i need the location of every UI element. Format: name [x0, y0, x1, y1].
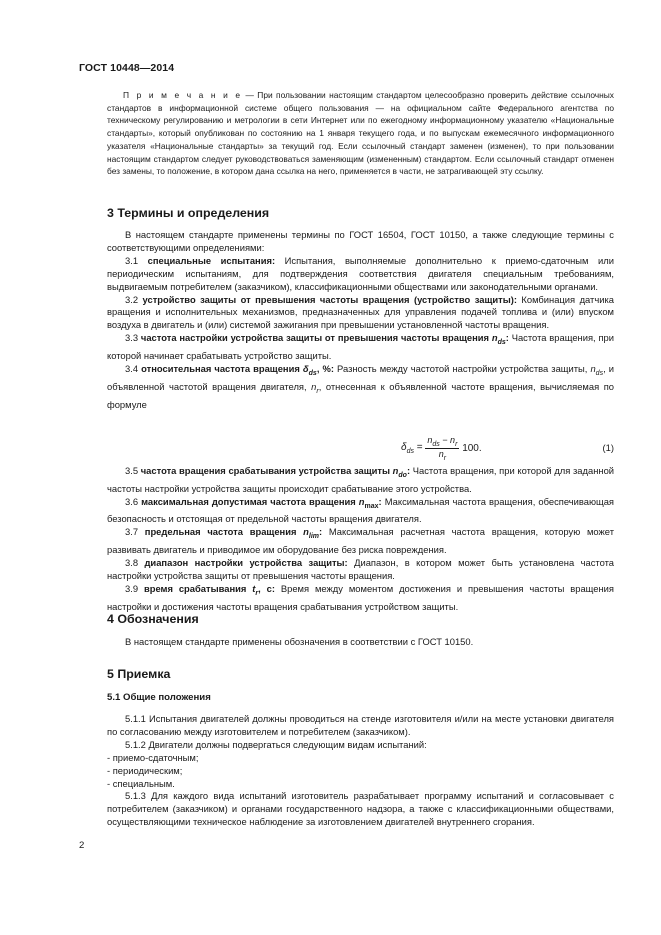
formula-numerator-sub: ds	[432, 440, 440, 448]
section-3-heading: 3 Термины и определения	[107, 206, 270, 220]
term-name: специальные испытания:	[147, 254, 276, 266]
note-label: П р и м е ч а н и е	[123, 90, 243, 100]
inline-symbol-sub: ds	[595, 369, 604, 377]
list-item: - приемо-сдаточным;	[107, 751, 199, 763]
term-number: 3.4	[125, 362, 139, 374]
term-symbol-sub: ds	[308, 369, 317, 377]
term-symbol-sub: max	[364, 502, 379, 510]
term-3-3	[107, 332, 614, 363]
clause-5-1-2: 5.1.2 Двигатели должны подвергаться следующим видам испытаний:	[125, 738, 427, 750]
term-symbol-sub: r	[255, 589, 259, 597]
term-name: диапазон настройки устройства защиты:	[144, 557, 348, 569]
term-3-7	[107, 526, 614, 557]
formula-lhs: δ	[401, 441, 407, 453]
term-definition: Время между моментом достижения и превышения частоты вращения настройки и достижения частоты вращения срабатывания устройством защиты.	[107, 582, 614, 612]
section-3-body	[107, 229, 614, 411]
formula-numerator-sub2: r	[455, 440, 458, 448]
formula-minus: − n	[439, 435, 456, 445]
term-symbol: n	[491, 332, 498, 344]
term-unit: , с:	[258, 582, 275, 594]
formula-1	[107, 435, 614, 465]
section-5-body	[107, 713, 614, 829]
document-header: ГОСТ 10448—2014	[79, 62, 175, 74]
section-3	[107, 206, 614, 220]
list-item: - специальным.	[107, 777, 175, 789]
section-5	[107, 667, 614, 681]
formula-fraction	[425, 435, 459, 462]
term-definition: Максимальная расчетная частота вращения, которую может развивать двигатель и приводимое им оборудование без риска повреждения.	[107, 526, 614, 556]
term-name: предельная частота вращения	[144, 526, 304, 538]
term-3-8	[107, 557, 614, 583]
inline-symbol: n	[311, 380, 317, 392]
term-symbol: n	[392, 465, 399, 476]
section-4-text: В настоящем стандарте применены обозначения в соответствии с ГОСТ 10150.	[125, 636, 474, 647]
term-number: 3.9	[125, 582, 139, 594]
formula-number: (1)	[602, 442, 614, 453]
section-3-intro: В настоящем стандарте применены термины по ГОСТ 16504, ГОСТ 10150, а также следующие термины с соответствующими определениями:	[107, 229, 614, 253]
term-name: максимальная допустимая частота вращения	[141, 495, 359, 507]
term-definition: Частота вращения, при которой начинает срабатывать устройство защиты.	[107, 332, 615, 362]
clause-5-1-1: 5.1.1 Испытания двигателей должны проводиться на стенде изготовителя и/или на месте установки двигателя по согласованию между изготовителем и потребителем (заказчиком).	[107, 713, 614, 737]
formula-numerator: n	[427, 435, 433, 445]
term-number: 3.3	[125, 332, 139, 344]
term-definition: , и объявленной частотой вращения двигателя,	[107, 362, 614, 392]
term-definition: Испытания, выполняемые дополнительно к приемо-сдаточным или периодическим испытаниям, для подтверждения соответствия двигателя специальным требованиям, выдвигаемым потребителем (заказчиком), классификационными обществами или законодательными органами.	[107, 254, 614, 292]
term-colon: :	[505, 332, 509, 344]
section-4-body	[107, 636, 614, 649]
formula-expression	[401, 435, 482, 462]
term-3-9	[107, 583, 614, 614]
term-number: 3.6	[125, 495, 139, 507]
formula-equals: =	[413, 441, 423, 453]
term-definition: Разность между частотой настройки устройства защиты,	[333, 362, 591, 374]
inline-symbol: n	[590, 362, 596, 374]
term-symbol-sub: do	[398, 471, 407, 479]
term-3-1	[107, 255, 614, 294]
term-symbol: t	[252, 582, 256, 594]
section-4-heading: 4 Обозначения	[107, 612, 199, 626]
term-3-4	[107, 363, 614, 411]
term-colon: :	[319, 526, 323, 538]
term-definition: Комбинация датчика вращения и исполнительных механизмов, предназначенных для управления подачей топлива и (или) впуском воздуха в двигатель и (или) системой зажигания при превышении установленной частоты вращения.	[107, 293, 614, 331]
term-colon: :	[378, 495, 382, 507]
note-paragraph	[107, 89, 614, 178]
formula-lhs-sub: ds	[406, 447, 414, 455]
term-name: время срабатывания	[143, 582, 253, 594]
formula-denominator: n	[438, 448, 444, 459]
note-text: — При пользовании настоящим стандартом целесообразно проверить действие ссылочных стандартов в информационной системе общего пользования — на официальном сайте Федерального агентства по техническому регулированию и метрологии в сети Интернет или по ежегодному информационному указателю «Национальные стандарты», который опубликован по состоянию на 1 января текущего года, и по выпускам ежемесячного информационного указателя «Национальные стандарты» за текущий год. Если ссылочный стандарт заменен (изменен), то при пользовании настоящим стандартом следует руководствоваться заменяющим (измененным) стандартом. Если ссылочный стандарт отменен без замены, то положение, в котором дана ссылка на него, применяется в части, не затрагивающей эту ссылку.	[107, 90, 614, 177]
term-symbol: δ	[302, 362, 309, 374]
section-5-1	[107, 692, 614, 703]
formula-denominator-sub: r	[443, 454, 447, 462]
subsection-heading: 5.1 Общие положения	[107, 692, 211, 703]
term-name: частота вращения срабатывания устройства защиты	[140, 465, 393, 476]
term-definition: Максимальная частота вращения, обеспечивающая безопасность и отстоящая от предельной частоты вращения двигателя.	[107, 495, 614, 525]
note-block	[107, 89, 614, 178]
clause-5-1-3: 5.1.3 Для каждого вида испытаний изготовитель разрабатывает программу испытаний и согласовывает с потребителем (заказчиком) и органами государственного надзора, а также с классификационными обществами, осуществляющими техническое наблюдение за изготовлением двигателей внутреннего сгорания.	[107, 790, 614, 828]
term-name: частота настройки устройства защиты от превышения частоты вращения	[140, 332, 492, 344]
term-3-6	[107, 496, 614, 527]
term-number: 3.5	[125, 465, 139, 476]
formula-tail: 100.	[462, 442, 482, 454]
term-symbol-sub: lim	[308, 533, 320, 541]
page-number: 2	[79, 840, 85, 851]
term-definition: Частота вращения, при которой для заданной частоты настройки устройства защиты происходит срабатывание этого устройства.	[107, 465, 615, 494]
term-name: устройство защиты от превышения частоты вращения (устройство защиты):	[142, 293, 517, 305]
term-symbol: n	[303, 526, 309, 538]
term-number: 3.1	[125, 254, 139, 266]
term-symbol-sub: ds	[497, 339, 506, 347]
list-item: - периодическим;	[107, 764, 183, 776]
term-colon: :	[406, 465, 411, 476]
term-definition: Диапазон, в котором может быть установлена частота настройки устройства защиты от превышения частоты вращения.	[107, 557, 614, 581]
term-number: 3.7	[125, 526, 139, 538]
term-3-2	[107, 294, 614, 333]
term-unit: , %:	[316, 362, 334, 374]
term-number: 3.2	[125, 293, 139, 305]
term-symbol: n	[358, 495, 365, 507]
section-4	[107, 612, 614, 626]
inline-symbol-sub: r	[316, 387, 319, 395]
term-definition: , отнесенная к объявленной частоте вращения, вычисляемая по формуле	[107, 380, 614, 410]
section-3-body-cont	[107, 465, 614, 614]
term-name: относительная частота вращения	[141, 362, 303, 374]
section-5-heading: 5 Приемка	[107, 667, 171, 681]
term-3-5	[107, 465, 614, 496]
term-number: 3.8	[125, 557, 139, 569]
